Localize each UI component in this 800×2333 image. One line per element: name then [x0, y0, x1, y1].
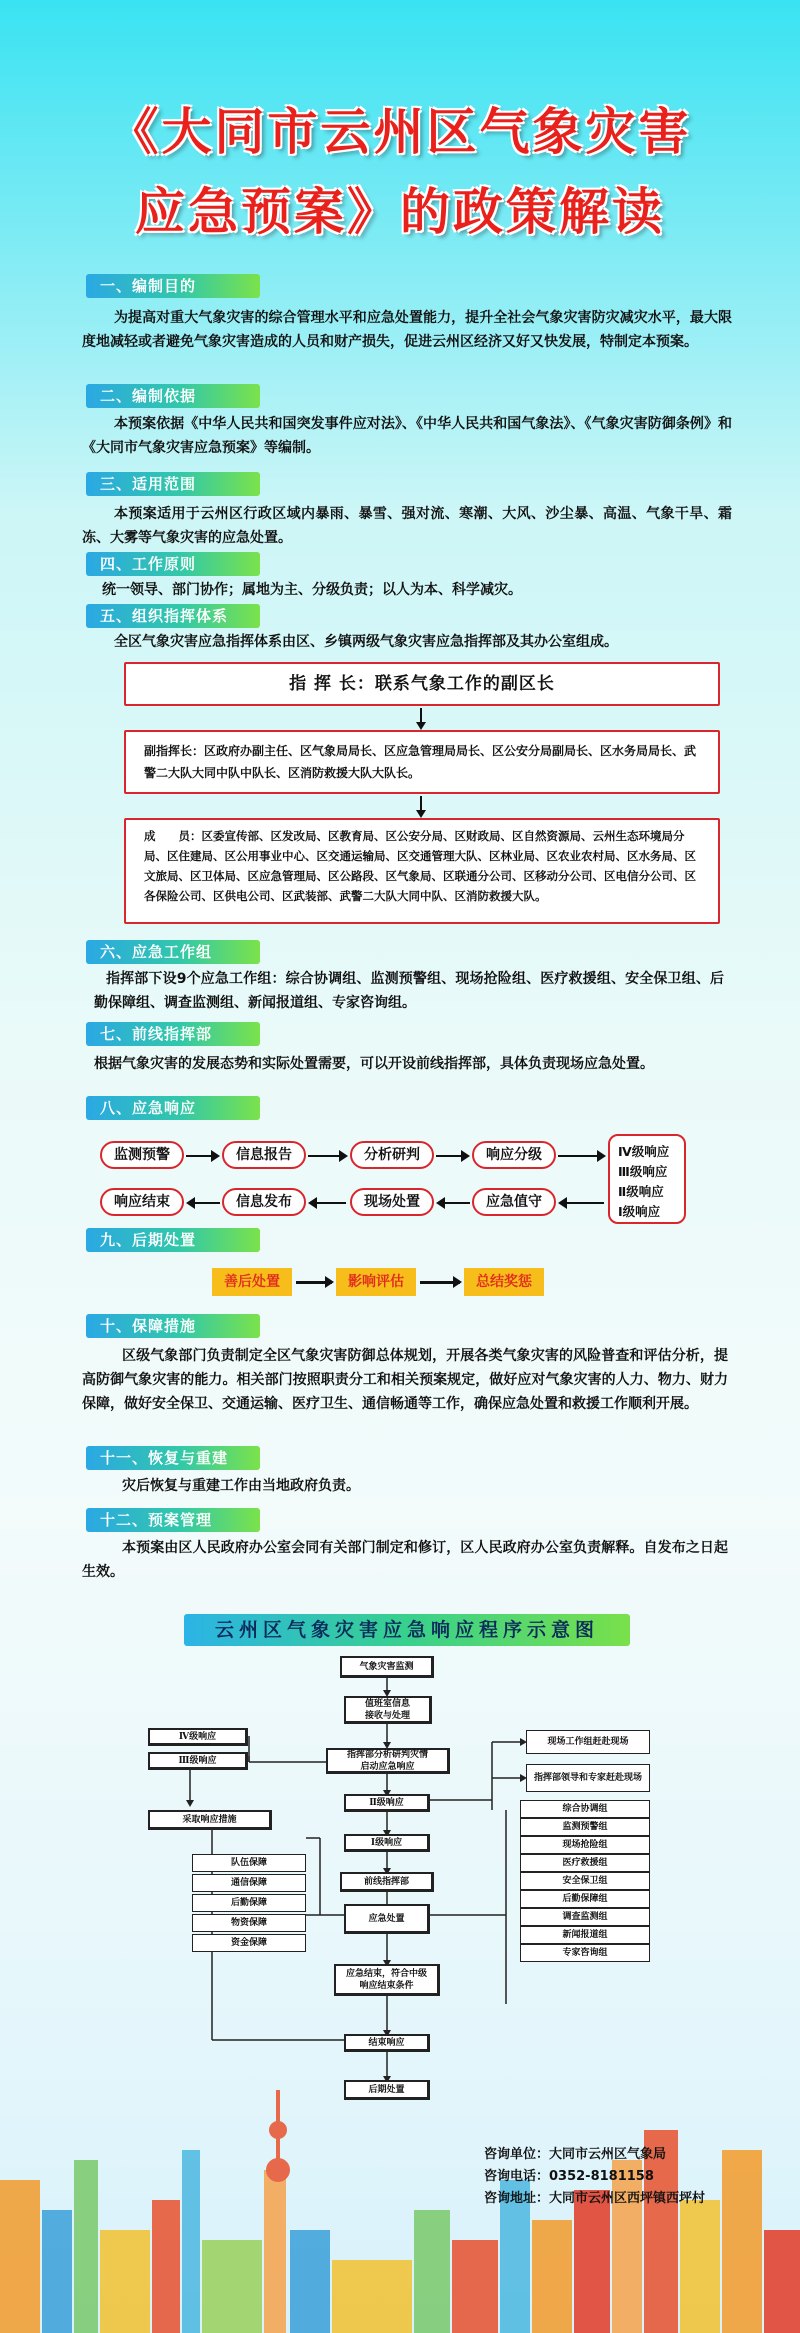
diagram-monitor: 气象灾害监测 [340, 1656, 434, 1678]
diagram-left-item-1: 队伍保障 [192, 1854, 306, 1872]
diagram-right-top-2: 指挥部领导和专家赶赴现场 [526, 1764, 650, 1792]
diagram-analyze: 指挥部分析研判灾情 启动应急响应 [326, 1748, 450, 1774]
diagram-duty: 值班室信息 接收与处理 [344, 1696, 432, 1724]
section-text-7: 根据气象灾害的发展态势和实际处置需要，可以开设前线指挥部，具体负责现场应急处置。 [94, 1056, 654, 1072]
diagram-right-item-7: 调查监测组 [520, 1908, 650, 1926]
section-head-3: 三、适用范围 [86, 472, 260, 496]
diagram-end-cond: 应急结束，符合中级 响应结束条件 [334, 1964, 440, 1996]
diagram-right-item-3: 现场抢险组 [520, 1836, 650, 1854]
diagram-handle: 应急处置 [344, 1904, 430, 1934]
diagram-lvl2: Ⅱ级响应 [344, 1794, 430, 1812]
section-head-12: 十二、预案管理 [86, 1508, 260, 1532]
section-head-5: 五、组织指挥体系 [86, 604, 260, 628]
flow-end: 响应结束 [100, 1188, 184, 1216]
level-3: Ⅲ级响应 [618, 1164, 668, 1179]
diagram-front: 前线指挥部 [340, 1872, 434, 1892]
contact-block [484, 2144, 705, 2210]
contact-address: 咨询地址：大同市云州区西坪镇西坪村 [484, 2191, 706, 2206]
section-head-2: 二、编制依据 [86, 384, 260, 408]
diagram-left-item-3: 后勤保障 [192, 1894, 306, 1912]
diagram-right-top-1: 现场工作组赶赴现场 [526, 1730, 650, 1754]
commander-box: 指 挥 长：联系气象工作的副区长 [124, 662, 720, 706]
diagram-end: 结束响应 [344, 2034, 430, 2052]
section-text-1: 为提高对重大气象灾害的综合管理水平和应急处置能力，提升全社会气象灾害防灾减灾水平，最大限度地减轻或者避免气象灾害造成的人员和财产损失，促进云州区经济又好又快发展，特制定本预案。 [82, 310, 732, 350]
section-head-1: 一、编制目的 [86, 274, 260, 298]
diagram-right-item-2: 监测预警组 [520, 1818, 650, 1836]
post-summary: 总结奖惩 [464, 1268, 544, 1296]
flow-publish: 信息发布 [222, 1188, 306, 1216]
deputy-box: 副指挥长：区政府办副主任、区气象局局长、区应急管理局局长、区公安分局副局长、区水务局局长、武警二大队大同中队中队长、区消防救援大队大队长。 [124, 730, 720, 794]
section-text-4: 统一领导、部门协作；属地为主、分级负责；以人为本、科学减灾。 [102, 582, 522, 598]
diagram-title: 云州区气象灾害应急响应程序示意图 [184, 1614, 630, 1646]
diagram-right-item-5: 安全保卫组 [520, 1872, 650, 1890]
diagram-right-item-9: 专家咨询组 [520, 1944, 650, 1962]
section-head-8: 八、应急响应 [86, 1096, 260, 1120]
page-title-line1: 《大同市云州区气象灾害 [108, 103, 692, 161]
section-text-12: 本预案由区人民政府办公室会同有关部门制定和修订，区人民政府办公室负责解释。自发布之日起生效。 [82, 1540, 728, 1580]
diagram-left-item-2: 通信保障 [192, 1874, 306, 1892]
contact-unit: 咨询单位：大同市云州区气象局 [484, 2147, 667, 2162]
section-text-11: 灾后恢复与重建工作由当地政府负责。 [122, 1478, 360, 1494]
section-text-3: 本预案适用于云州区行政区域内暴雨、暴雪、强对流、寒潮、大风、沙尘暴、高温、气象干旱、霜冻、大雾等气象灾害的应急处置。 [82, 506, 732, 546]
flow-monitor: 监测预警 [100, 1141, 184, 1169]
flow-onsite: 现场处置 [350, 1188, 434, 1216]
flow-grade: 响应分级 [472, 1141, 556, 1169]
diagram-lvl4: Ⅳ级响应 [148, 1728, 248, 1746]
section-text-2: 本预案依据《中华人民共和国突发事件应对法》、《中华人民共和国气象法》、《气象灾害防御条例》和《大同市气象灾害应急预案》等编制。 [82, 416, 732, 456]
level-2: Ⅱ级响应 [618, 1184, 664, 1199]
section-head-9: 九、后期处置 [86, 1228, 260, 1252]
flow-duty: 应急值守 [472, 1188, 556, 1216]
flow-analyze: 分析研判 [350, 1141, 434, 1169]
section-head-10: 十、保障措施 [86, 1314, 260, 1338]
level-1: Ⅰ级响应 [618, 1204, 661, 1219]
diagram-measures: 采取响应措施 [148, 1810, 272, 1830]
level-4: Ⅳ级响应 [618, 1144, 670, 1159]
diagram-left-item-5: 资金保障 [192, 1934, 306, 1952]
section-head-7: 七、前线指挥部 [86, 1022, 260, 1046]
section-text-10: 区级气象部门负责制定全区气象灾害防御总体规划，开展各类气象灾害的风险普查和评估分析，提高防御气象灾害的能力。相关部门按照职责分工和相关预案规定，做好应对气象灾害的人力、物力、财力保障，做好安全保卫、交通运输、医疗卫生、通信畅通等工作，确保应急处置和救援工作顺利开展。 [82, 1348, 728, 1412]
diagram-right-item-4: 医疗救援组 [520, 1854, 650, 1872]
diagram-right-item-8: 新闻报道组 [520, 1926, 650, 1944]
post-aftermath: 善后处置 [212, 1268, 292, 1296]
diagram-lvl3: Ⅲ级响应 [148, 1752, 248, 1770]
section-text-5: 全区气象灾害应急指挥体系由区、乡镇两级气象灾害应急指挥部及其办公室组成。 [114, 634, 618, 650]
contact-phone: 咨询电话：0352-8181158 [484, 2169, 654, 2184]
page-title-line2: 应急预案》的政策解读 [135, 183, 665, 241]
diagram-left-item-4: 物资保障 [192, 1914, 306, 1932]
members-box: 成 员：区委宣传部、区发改局、区教育局、区公安分局、区财政局、区自然资源局、云州生态环境局分局、区住建局、区公用事业中心、区交通运输局、区交通管理大队、区林业局、区农业农村局、区水务局、区文旅局、区卫体局、区应急管理局、区公路段、区气象局、区联通分公司、区移动分公司、区电信分公司、区各保险公司、区供电公司、区武装部、武警二大队大同中队、区消防救援大队。 [124, 818, 720, 924]
diagram-lvl1: Ⅰ级响应 [344, 1834, 430, 1852]
section-head-11: 十一、恢复与重建 [86, 1446, 260, 1470]
flow-report: 信息报告 [222, 1141, 306, 1169]
section-head-4: 四、工作原则 [86, 552, 260, 576]
diagram-after: 后期处置 [344, 2080, 430, 2100]
section-text-6: 指挥部下设9个应急工作组：综合协调组、监测预警组、现场抢险组、医疗救援组、安全保卫组、后勤保障组、调查监测组、新闻报道组、专家咨询组。 [94, 971, 724, 1011]
diagram-right-item-6: 后勤保障组 [520, 1890, 650, 1908]
diagram-right-item-1: 综合协调组 [520, 1800, 650, 1818]
post-evaluate: 影响评估 [336, 1268, 416, 1296]
section-head-6: 六、应急工作组 [86, 940, 260, 964]
